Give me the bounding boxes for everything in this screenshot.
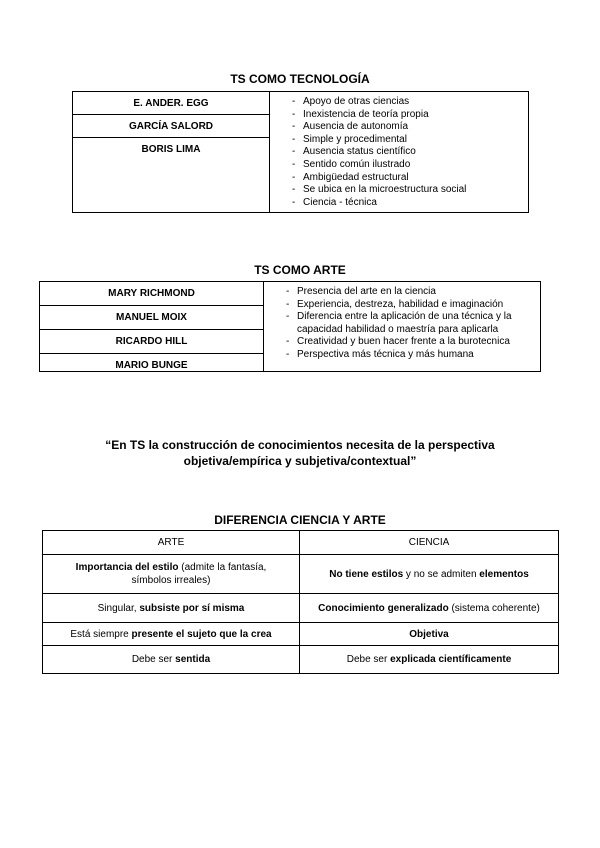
cell-text: (sistema coherente) [448,602,540,614]
tecnologia-features [270,92,529,213]
author-cell: GARCÍA SALORD [73,115,270,138]
tecnologia-table [72,91,529,213]
cell-bold: Objetiva [409,628,449,640]
cell-text: Debe ser [346,654,391,665]
list-item: - Creatividad y buen hacer frente a la burotecnica [264,336,534,349]
list-item: - Inexistencia de teoría propia [270,109,528,122]
table-cell [43,555,300,594]
list-item: - Ambigüedad estructural [270,172,528,185]
diferencia-table [42,530,559,674]
author-cell: MANUEL MOIX [40,306,264,330]
table-cell [300,623,559,646]
list-item: - Ciencia - técnica [270,197,528,210]
cell-bold: elementos [479,568,529,580]
list-item: - Se ubica en la microestructura social [270,184,528,197]
author-cell: MARIO BUNGE [40,354,264,372]
table-cell [43,594,300,623]
cell-text: Debe ser [131,654,176,665]
list-item: - Perspectiva más técnica y más humana [264,349,534,362]
cell-text: Está siempre [70,628,132,640]
table-cell [43,623,300,646]
author-cell: MARY RICHMOND [40,282,264,306]
list-item: - Ausencia status científico [270,146,528,159]
quote-line: “En TS la construcción de conocimientos necesita de la perspectiva [105,438,495,452]
cell-bold: subsiste por sí misma [139,602,245,614]
list-item: - Ausencia de autonomía [270,121,528,134]
table-cell [300,594,559,623]
arte-table [39,281,541,372]
diferencia-title: DIFERENCIA CIENCIA Y ARTE [214,513,386,527]
column-header-ciencia: CIENCIA [300,531,559,555]
cell-text: Singular, [97,602,140,614]
quote-line: objetiva/empírica y subjetiva/contextual” [183,454,417,468]
quote [0,437,600,469]
table-cell [300,646,559,674]
tecnologia-title: TS COMO TECNOLOGÍA [230,72,370,86]
list-item: - Simple y procedimental [270,134,528,147]
arte-features [264,282,541,372]
arte-title: TS COMO ARTE [254,263,346,277]
cell-bold: No tiene estilos [329,568,404,580]
cell-text: (admite la fantasía, símbolos irreales) [131,562,267,586]
cell-bold: presente el sujeto que la crea [131,628,272,640]
list-item: - Sentido común ilustrado [270,159,528,172]
author-cell: RICARDO HILL [40,330,264,354]
author-cell: BORIS LIMA [73,138,270,213]
list-item: - Presencia del arte en la ciencia [264,286,534,299]
cell-text: y no se admiten [403,568,480,580]
cell-bold: explicada científicamente [390,654,512,665]
list-item: - Diferencia entre la aplicación de una técnica y la capacidad habilidad o maestría para aplicarla [264,311,534,336]
table-cell [300,555,559,594]
list-item: - Experiencia, destreza, habilidad e imaginación [264,299,534,312]
author-cell: E. ANDER. EGG [73,92,270,115]
cell-bold: Importancia del estilo [75,562,179,573]
table-cell [43,646,300,674]
column-header-arte: ARTE [43,531,300,555]
cell-bold: Conocimiento generalizado [318,602,449,614]
cell-bold: sentida [175,654,211,665]
list-item: - Apoyo de otras ciencias [270,96,528,109]
